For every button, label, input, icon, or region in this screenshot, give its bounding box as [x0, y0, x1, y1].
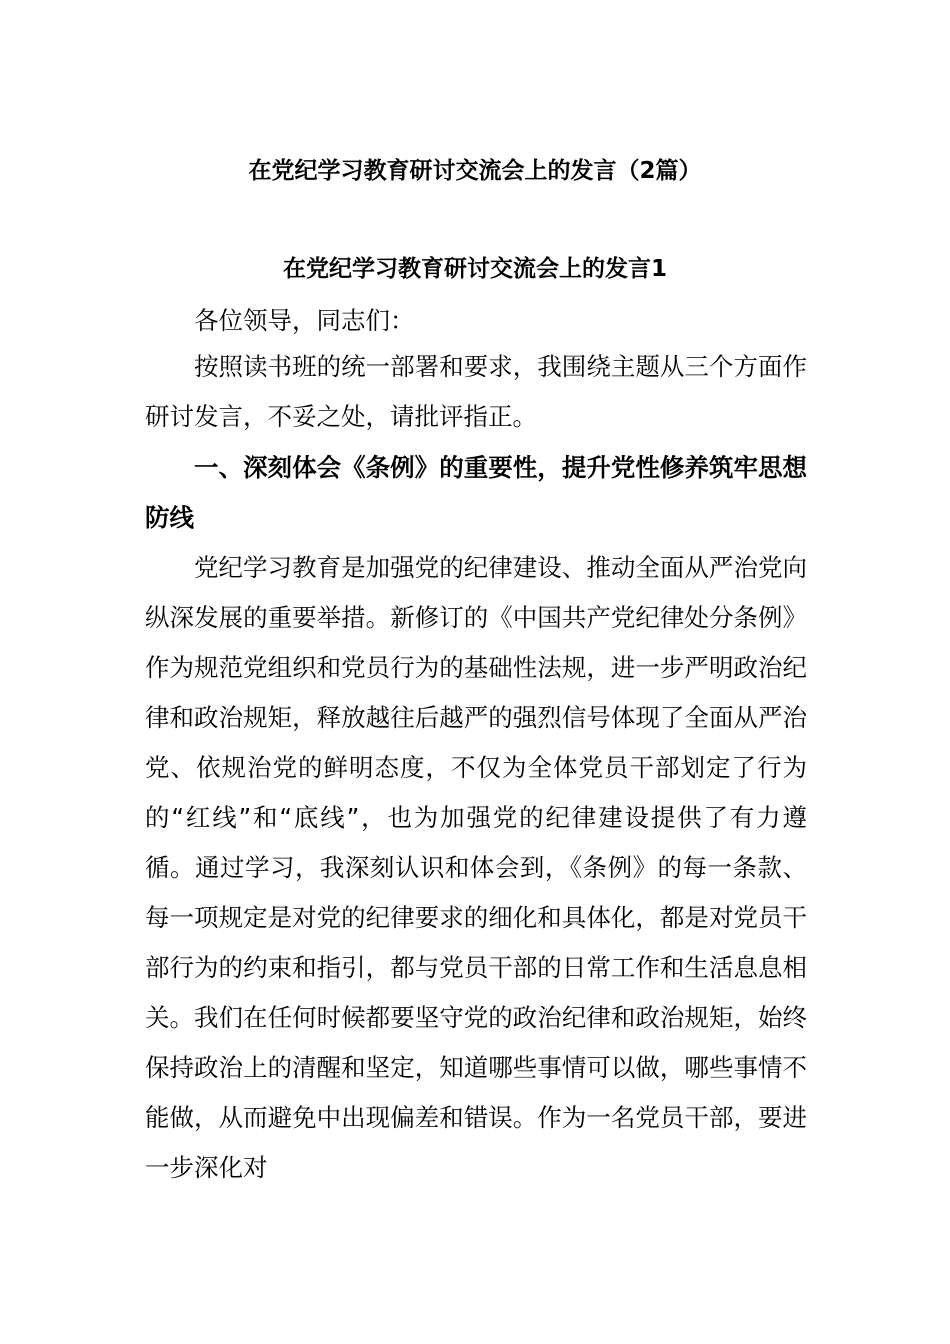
- intro-paragraph: 按照读书班的统一部署和要求，我围绕主题从三个方面作研讨发言，不妥之处，请批评指正。: [145, 352, 807, 431]
- document-main-title: 在党纪学习教育研讨交流会上的发言（2篇）: [248, 158, 702, 184]
- speech-title: 在党纪学习教育研讨交流会上的发言1: [282, 256, 667, 282]
- section-heading-1: 一、深刻体会《条例》的重要性，提升党性修养筑牢思想防线: [145, 453, 807, 532]
- greeting-line: 各位领导，同志们：: [194, 306, 415, 335]
- body-paragraph-1: 党纪学习教育是加强党的纪律建设、推动全面从严治党向纵深发展的重要举措。新修订的《中国共产党纪律处分条例》作为规范党组织和党员行为的基础性法规，进一步严明政治纪律和政治规矩，释放越往后越严的强烈信号体现了全面从严治党、依规治党的鲜明态度，不仅为全体党员干部划定了行为的“红线”和“底线”，也为加强党的纪律建设提供了有力遵循。通过学习，我深刻认识和体会到，《条例》的每一条款、每一项规定是对党的纪律要求的细化和具体化，都是对党员干部行为的约束和指引，都与党员干部的日常工作和生活息息相关。我们在任何时候都要坚守党的政治纪律和政治规矩，始终保持政治上的清醒和坚定，知道哪些事情可以做，哪些事情不能做，从而避免中出现偏差和错误。作为一名党员干部，要进一步深化对: [145, 553, 807, 1182]
